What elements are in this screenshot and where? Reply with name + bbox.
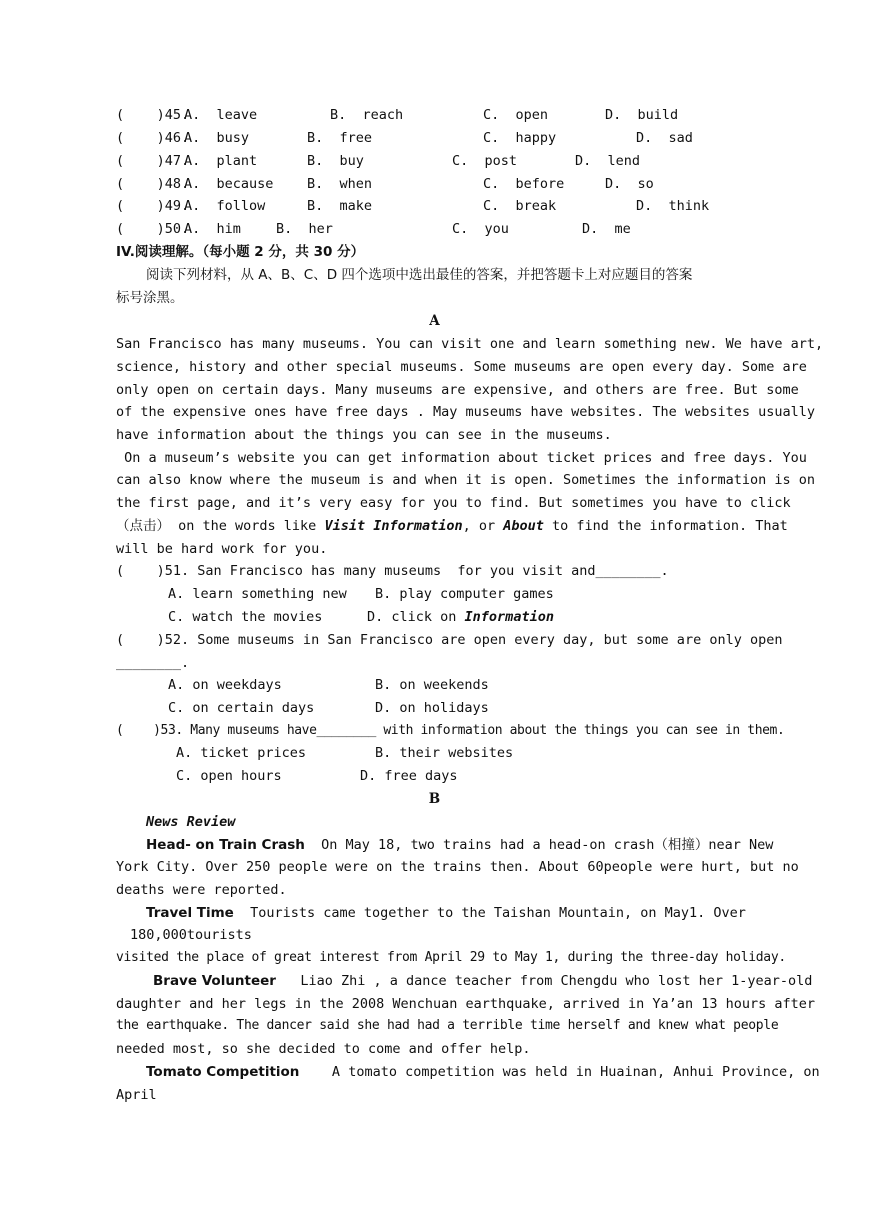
q52-option-c: C. on certain days (168, 700, 315, 716)
passage-b-label: B (428, 791, 441, 807)
q52-option-a: A. on weekdays (168, 677, 282, 693)
passage-a-line: On a museum’s website you can get information about ticket prices and free days. You (116, 450, 807, 466)
news-item-3-text: Liao Zhi , a dance teacher from Chengdu who lost her 1-year-old (275, 973, 813, 989)
passage-a-line: only open on certain days. Many museums are expensive, and others are free. But some (116, 382, 799, 398)
news-heading-train-crash: Head- on Train Crash (146, 837, 305, 853)
q50-option-c: C. you (452, 221, 509, 237)
news-line: visited the place of great interest from April 29 to May 1, during the three-day holiday. (116, 950, 786, 965)
instruction-line-2: 标号涂黑。 (116, 290, 184, 306)
news-line: daughter and her legs in the 2008 Wenchuan earthquake, arrived in Ya’an 13 hours after (116, 996, 815, 1012)
q52-option-b: B. on weekends (375, 677, 489, 693)
news-heading-brave-volunteer: Brave Volunteer (153, 973, 276, 989)
q50-option-b: B. her (276, 221, 333, 237)
q52-option-d: D. on holidays (375, 700, 489, 716)
q51-option-a: A. learn something new (168, 586, 347, 602)
passage-a-line: of the expensive ones have free days . May museums have websites. The websites usually (116, 404, 815, 420)
news-heading-tomato-competition: Tomato Competition (146, 1064, 300, 1080)
q45-option-c: C. open (483, 107, 549, 123)
q52-stem-2: ________. (116, 655, 190, 671)
q47-option-c: C. post (452, 153, 518, 169)
q49-option-b: B. make (307, 198, 373, 214)
q51-option-d-em: Information (464, 609, 554, 625)
q45-number: ( )45. (116, 107, 190, 123)
passage-a-line: have information about the things you can see in the museums. (116, 427, 612, 443)
q53-option-c: C. open hours (176, 768, 282, 784)
q51-stem: ( )51. San Francisco has many museums for you visit and________. (116, 563, 669, 579)
q51-option-d-pre: D. click on (367, 609, 465, 625)
q46-option-a: A. busy (184, 130, 250, 146)
q48-option-b: B. when (307, 176, 373, 192)
news-line: April (116, 1087, 157, 1103)
q45-option-b: B. reach (330, 107, 404, 123)
q50-option-a: A. him (184, 221, 241, 237)
q49-number: ( )49. (116, 198, 190, 214)
q48-option-a: A. because (184, 176, 274, 192)
q53-option-a: A. ticket prices (176, 745, 307, 761)
q46-option-d: D. sad (636, 130, 693, 146)
q48-number: ( )48. (116, 176, 190, 192)
q50-option-d: D. me (582, 221, 631, 237)
news-item-1 (146, 836, 773, 854)
passage-a-line: can also know where the museum is and when it is open. Sometimes the information is on (116, 472, 815, 488)
passage-a-line-9 (116, 517, 788, 535)
q53-stem: ( )53. Many museums have________ with information about the things you can see in them. (116, 723, 785, 738)
news-review-title: News Review (146, 814, 236, 830)
section-title: IV.阅读理解。（每小题 2 分，共 30 分） (116, 244, 365, 260)
q46-option-b: B. free (307, 130, 373, 146)
news-line: 180,000tourists (130, 927, 252, 943)
passage-a-line: science, history and other special museums. Some museums are open every day. Some are (116, 359, 807, 375)
passage-a-line: will be hard work for you. (116, 541, 328, 557)
q46-number: ( )46. (116, 130, 190, 146)
q50-number: ( )50. (116, 221, 190, 237)
news-item-2 (146, 904, 746, 922)
news-item-2-text: Tourists came together to the Taishan Mountain, on May1. Over (233, 905, 746, 921)
q49-option-d: D. think (636, 198, 710, 214)
about-text: About (503, 518, 544, 534)
passage-a-line-9-post: to find the information. That (543, 518, 788, 534)
q45-option-a: A. leave (184, 107, 258, 123)
q49-option-a: A. follow (184, 198, 266, 214)
news-heading-travel-time: Travel Time (146, 905, 234, 921)
news-item-3 (153, 972, 812, 990)
q51-option-c: C. watch the movies (168, 609, 323, 625)
q48-option-d: D. so (605, 176, 654, 192)
q47-option-d: D. lend (575, 153, 641, 169)
passage-a-line-9-mid: , or (462, 518, 504, 534)
news-line: the earthquake. The dancer said she had had a terrible time herself and knew what people (116, 1018, 779, 1033)
q45-option-d: D. build (605, 107, 679, 123)
news-line: needed most, so she decided to come and offer help. (116, 1041, 531, 1057)
news-item-4 (146, 1063, 820, 1081)
q53-option-b: B. their websites (375, 745, 514, 761)
passage-a-label: A (429, 313, 440, 329)
q48-option-c: C. before (483, 176, 565, 192)
q47-option-a: A. plant (184, 153, 258, 169)
visit-information-text: Visit Information (324, 518, 463, 534)
instruction-line-1: 阅读下列材料，从 A、B、C、D 四个选项中选出最佳的答案，并把答题卡上对应题目的答案 (146, 267, 693, 283)
news-line: deaths were reported. (116, 882, 287, 898)
passage-a-line: San Francisco has many museums. You can visit one and learn something new. We have art, (116, 336, 824, 352)
news-item-4-text: A tomato competition was held in Huainan, Anhui Province, on (299, 1064, 820, 1080)
q52-stem: ( )52. Some museums in San Francisco are open every day, but some are only open (116, 632, 783, 648)
passage-a-line: the first page, and it’s very easy for you to find. But sometimes you have to click (116, 495, 791, 511)
q47-number: ( )47. (116, 153, 190, 169)
news-item-1-text: On May 18, two trains had a head-on crash（相撞）near New (304, 837, 774, 853)
passage-a-line-9-pre: （点击） on the words like (116, 518, 325, 534)
q51-option-d (367, 608, 554, 626)
q53-option-d: D. free days (360, 768, 458, 784)
q46-option-c: C. happy (483, 130, 557, 146)
q51-option-b: B. play computer games (375, 586, 554, 602)
q49-option-c: C. break (483, 198, 557, 214)
q47-option-b: B. buy (307, 153, 364, 169)
news-line: York City. Over 250 people were on the trains then. About 60people were hurt, but no (116, 859, 799, 875)
